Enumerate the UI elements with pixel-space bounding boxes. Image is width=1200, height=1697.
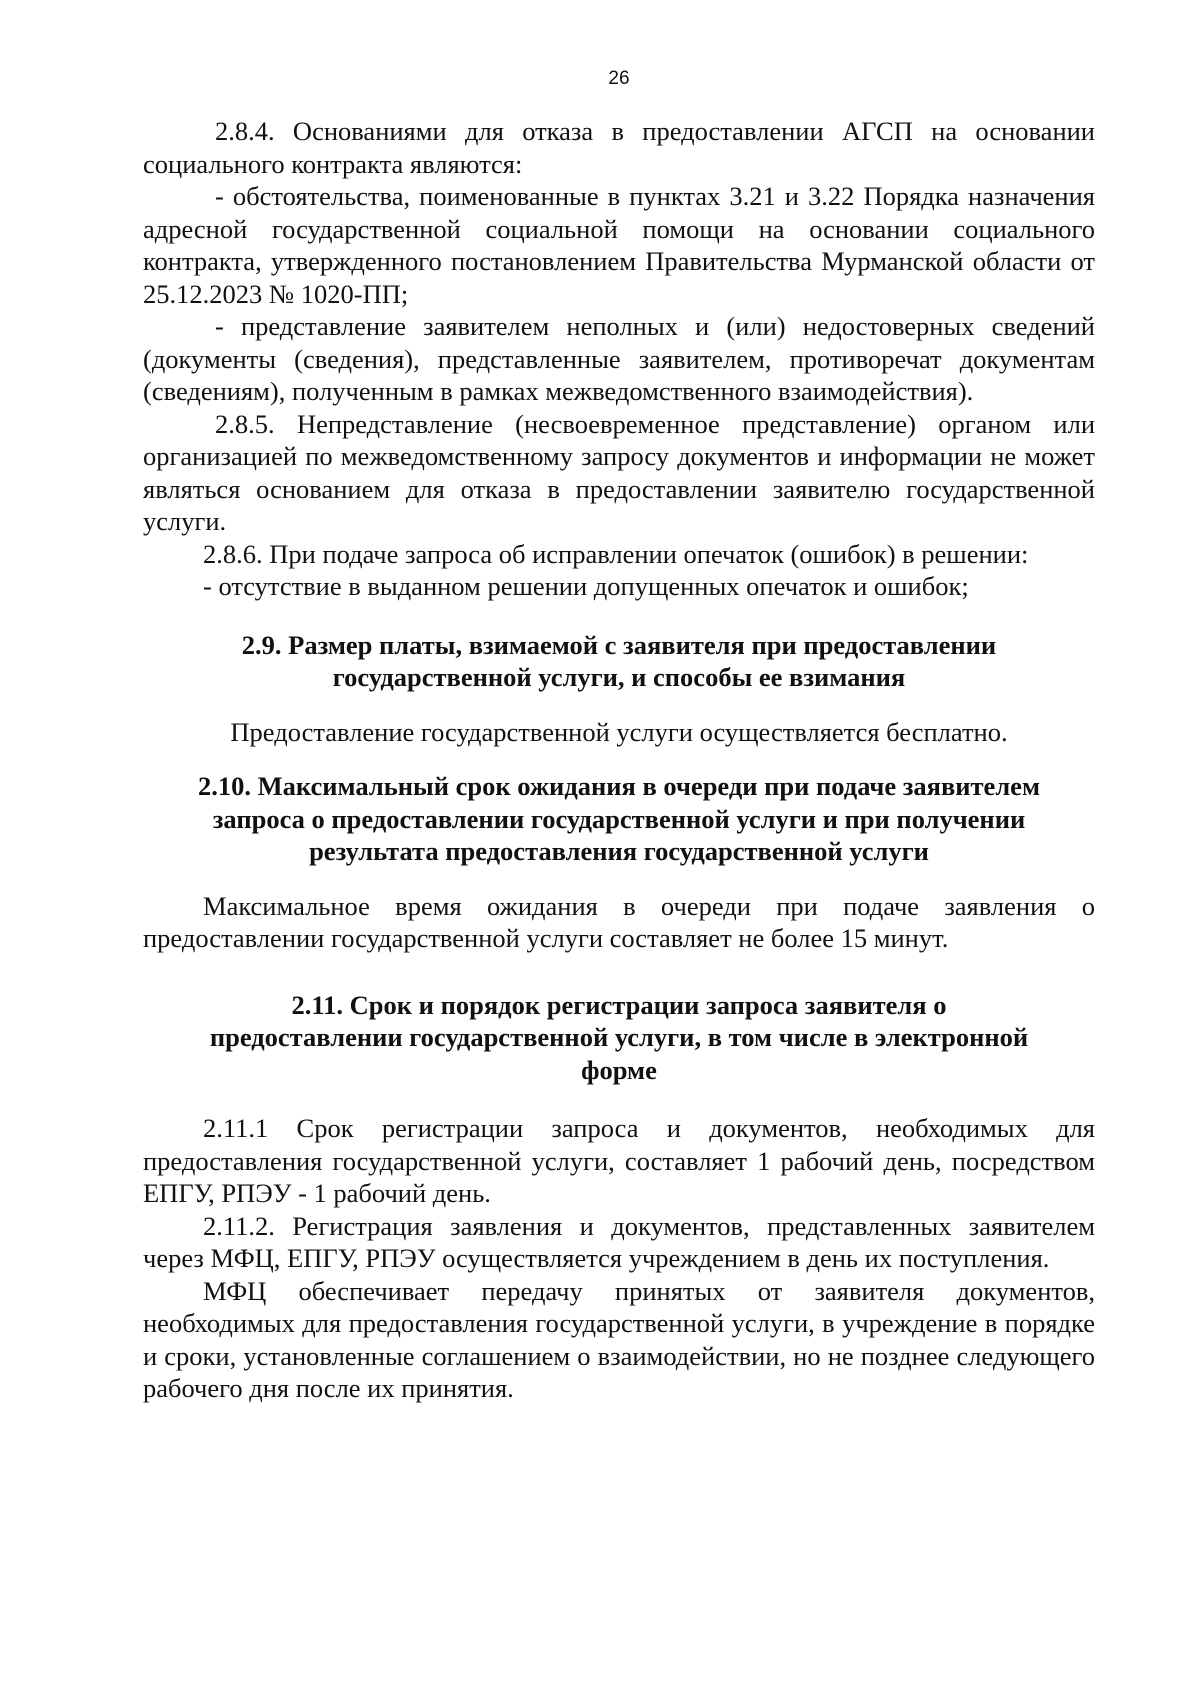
page-number: 26 (608, 68, 630, 89)
paragraph-2-8-6-item-1: - отсутствие в выданном решении допущенных опечаток и ошибок; (203, 571, 969, 601)
paragraph-2-8-5: 2.8.5. Непредставление (несвоевременное представление) органом или организацией по межведомственному запросу документов и информации не может являться основанием для отказа в предоставлении заявителю государственной услуги. (143, 408, 1095, 536)
paragraph-2-11-2: 2.11.2. Регистрация заявления и документов, представленных заявителем через МФЦ, ЕПГУ, РПЭУ осуществляется учреждением в день их поступления. (143, 1210, 1095, 1273)
heading-2-10-line-3: результата предоставления государственной услуги (309, 836, 929, 866)
heading-2-11-line-2: предоставлении государственной услуги, в том числе в электронной (209, 1022, 1029, 1052)
heading-2-10 (143, 770, 1095, 868)
heading-2-9-line-2: государственной услуги, и способы ее взимания (332, 662, 906, 692)
heading-2-11-line-1: 2.11. Срок и порядок регистрации запроса заявителя о (291, 989, 947, 1020)
document-page (143, 68, 1095, 1405)
paragraph-2-9: Предоставление государственной услуги осуществляется бесплатно. (230, 716, 1008, 747)
heading-2-11-line-3: форме (581, 1054, 657, 1085)
paragraph-2-8-4-item-1: - обстоятельства, поименованные в пунктах 3.21 и 3.22 Порядка назначения адресной государственной социальной помощи на основании социального контракта, утвержденного постановлением Правительства Мурманской области от 25.12.2023 № 1020-ПП; (143, 181, 1095, 309)
paragraph-2-10: Максимальное время ожидания в очереди при подаче заявления о предоставлении государственной услуги составляет не более 15 минут. (143, 890, 1095, 953)
paragraph-2-8-4-item-2: - представление заявителем неполных и (или) недостоверных сведений (документы (сведения), представленные заявителем, противоречат документам (сведениям), полученным в рамках межведомственного взаимодействия). (143, 311, 1095, 406)
paragraph-2-11-1: 2.11.1 Срок регистрации запроса и документов, необходимых для предоставления государственной услуги, составляет 1 рабочий день, посредством ЕПГУ, РПЭУ - 1 рабочий день. (143, 1113, 1095, 1208)
paragraph-2-8-6: 2.8.6. При подаче запроса об исправлении опечаток (ошибок) в решении: (203, 538, 1029, 569)
paragraph-mfc: МФЦ обеспечивает передачу принятых от заявителя документов, необходимых для предоставления государственной услуги, в учреждение в порядке и сроки, установленные соглашением о взаимодействии, но не позднее следующего рабочего дня после их принятия. (143, 1275, 1095, 1403)
heading-2-10-line-1: 2.10. Максимальный срок ожидания в очереди при подаче заявителем (198, 771, 1040, 801)
heading-2-9 (143, 629, 1095, 694)
heading-2-10-line-2: запроса о предоставлении государственной услуги и при получении (212, 803, 1026, 834)
heading-2-11 (143, 989, 1095, 1087)
paragraph-2-8-4: 2.8.4. Основаниями для отказа в предоставлении АГСП на основании социального контракта являются: (143, 116, 1095, 179)
heading-2-9-line-1: 2.9. Размер платы, взимаемой с заявителя при предоставлении (241, 629, 997, 660)
